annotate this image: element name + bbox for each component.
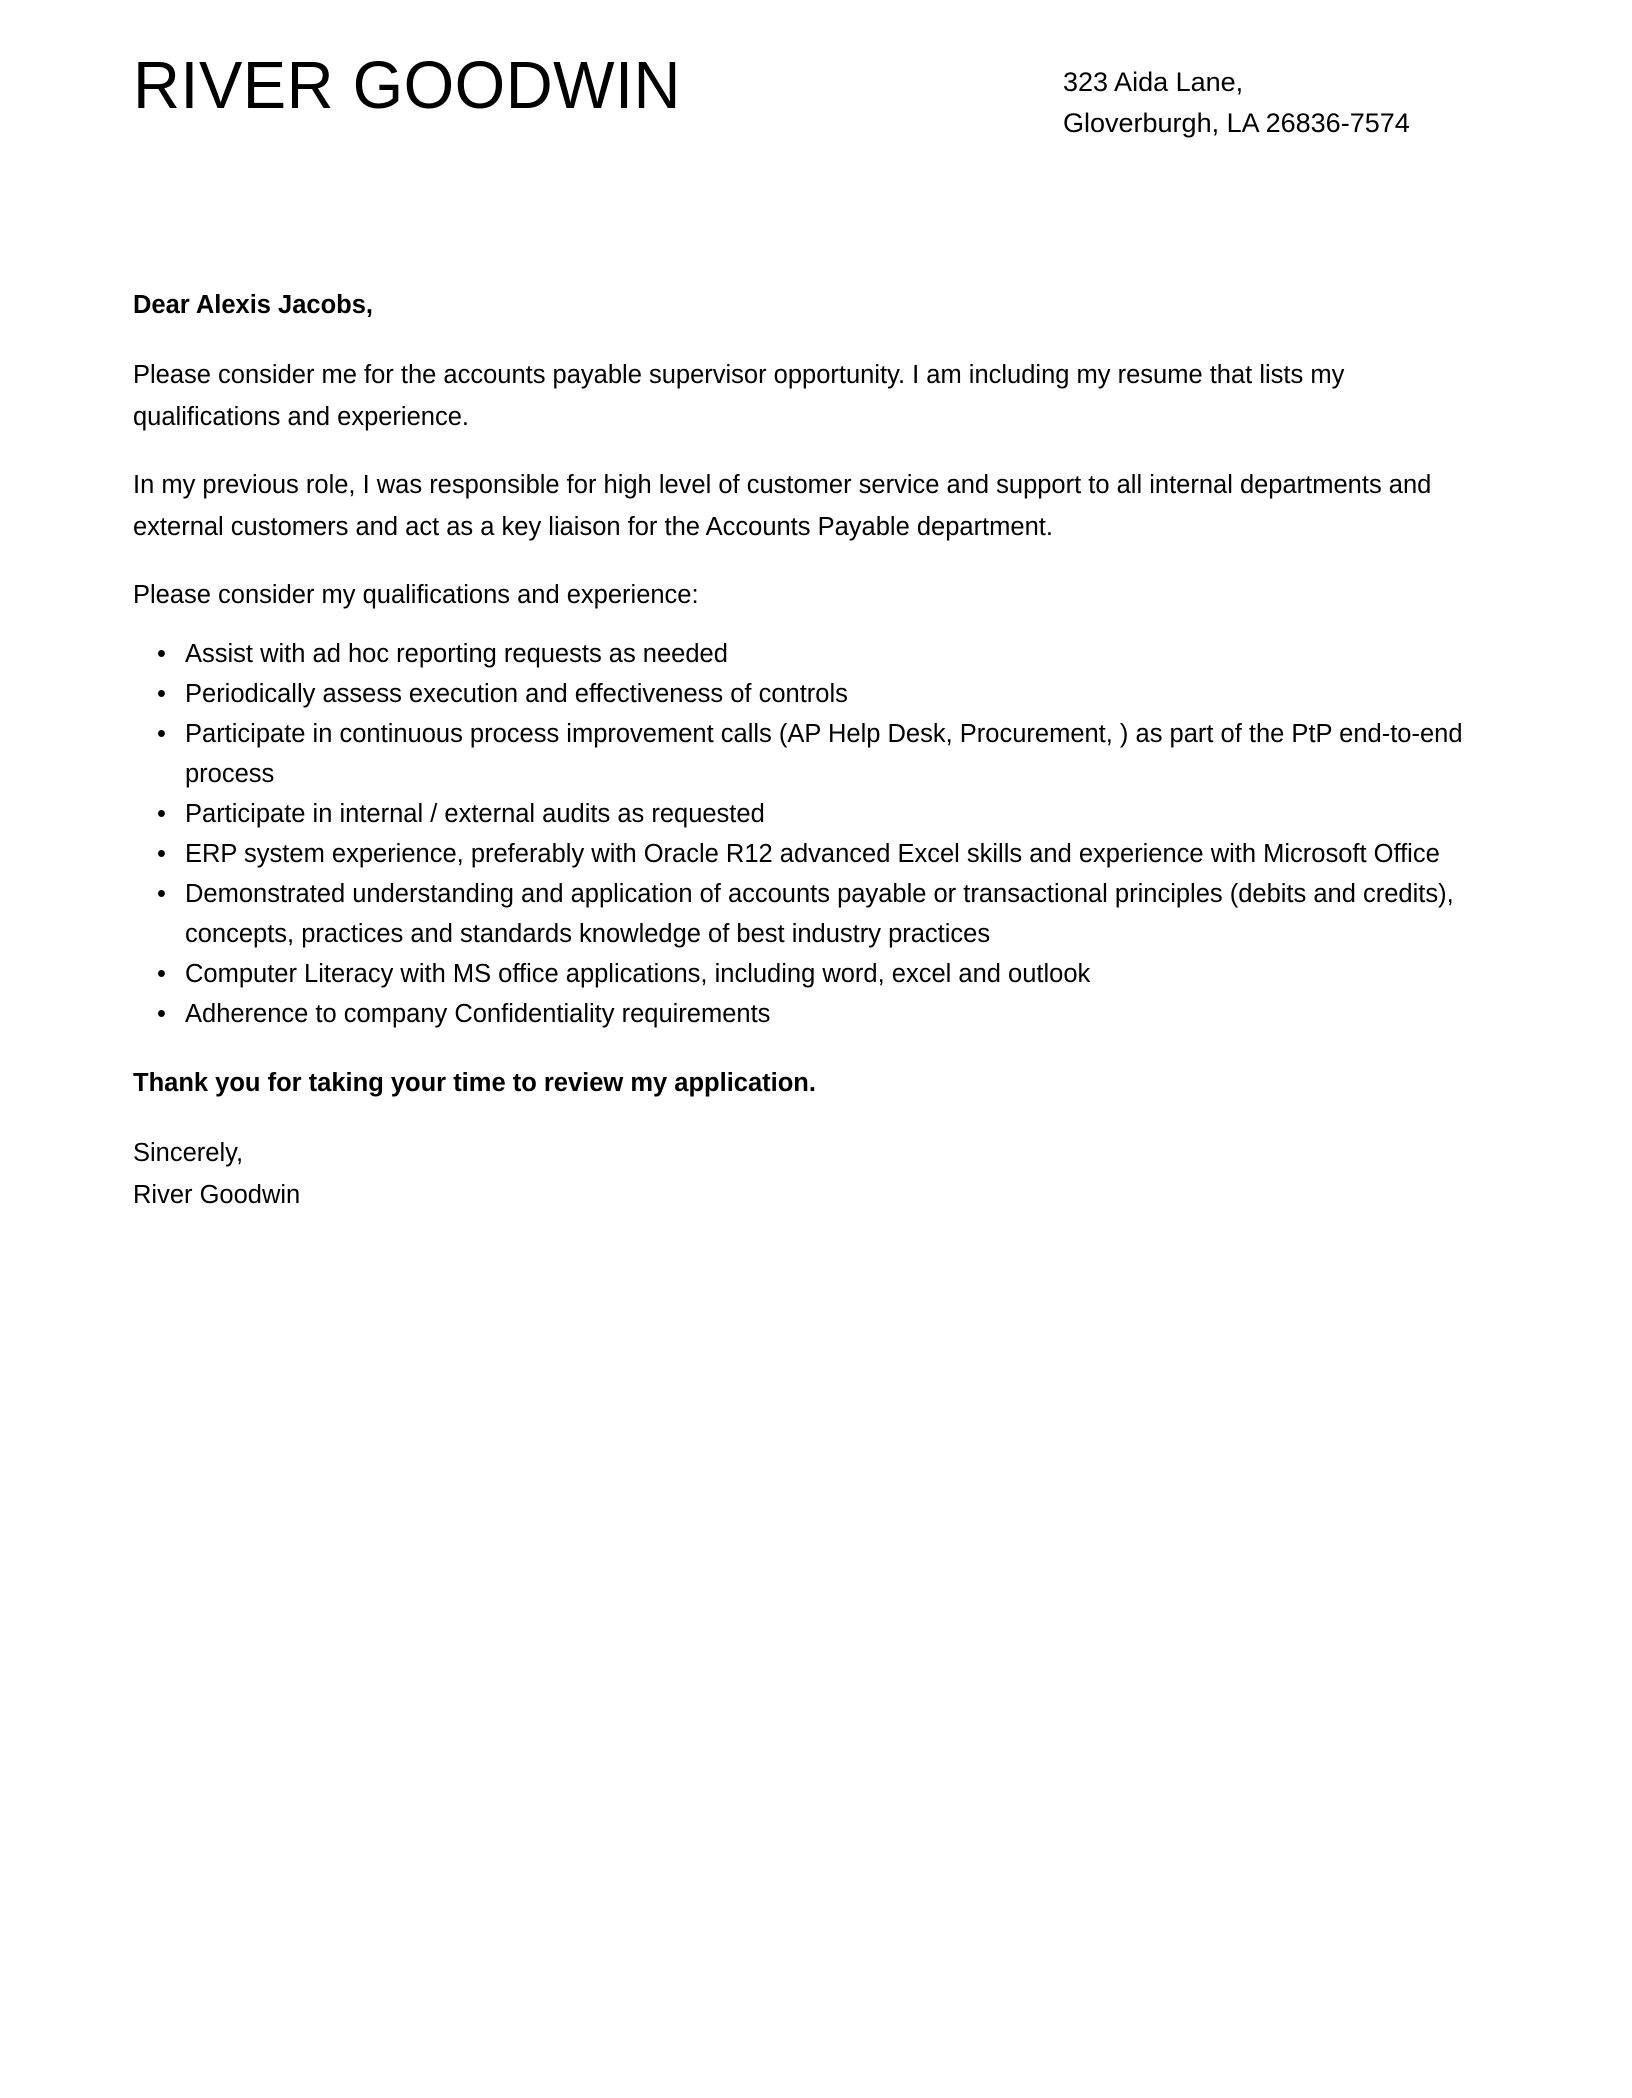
list-item: • Adherence to company Confidentiality requirements <box>133 994 1493 1034</box>
list-item: • Demonstrated understanding and application of accounts payable or transactional principles (debits and credits), concepts, practices and standards knowledge of best industry practices <box>133 874 1493 954</box>
signature-name: River Goodwin <box>133 1181 301 1209</box>
letter-header <box>133 48 1512 138</box>
closing-thanks: Thank you for taking your time to review my application. <box>133 1069 816 1097</box>
list-item: • Participate in internal / external audits as requested <box>133 794 1493 834</box>
list-item: • Computer Literacy with MS office applications, including word, excel and outlook <box>133 954 1493 994</box>
contact-address-block <box>1063 62 1410 144</box>
qualifications-intro: Please consider my qualifications and experience: <box>133 581 699 609</box>
address-line-1: 323 Aida Lane, <box>1063 67 1244 97</box>
list-item: • Assist with ad hoc reporting requests as needed <box>133 634 1493 674</box>
address-line-2: Gloverburgh, LA 26836-7574 <box>1063 108 1410 138</box>
letter-body <box>133 288 1493 1216</box>
signoff-block <box>133 1132 1493 1216</box>
qualifications-list <box>133 634 1493 1034</box>
list-item: • ERP system experience, preferably with Oracle R12 advanced Excel skills and experience with Microsoft Office <box>133 834 1493 874</box>
list-item: • Periodically assess execution and effectiveness of controls <box>133 674 1493 714</box>
body-paragraph-1: Please consider me for the accounts payable supervisor opportunity. I am including my resume that lists my qualifications and experience. <box>133 361 1345 431</box>
page-title: RIVER GOODWIN <box>133 48 681 123</box>
list-item: • Participate in continuous process improvement calls (AP Help Desk, Procurement, ) as part of the PtP end-to-end process <box>133 714 1493 794</box>
salutation: Dear Alexis Jacobs, <box>133 291 374 319</box>
body-paragraph-2: In my previous role, I was responsible for high level of customer service and support to all internal departments and external customers and act as a key liaison for the Accounts Payable department. <box>133 471 1432 541</box>
signoff-greeting: Sincerely, <box>133 1139 244 1167</box>
